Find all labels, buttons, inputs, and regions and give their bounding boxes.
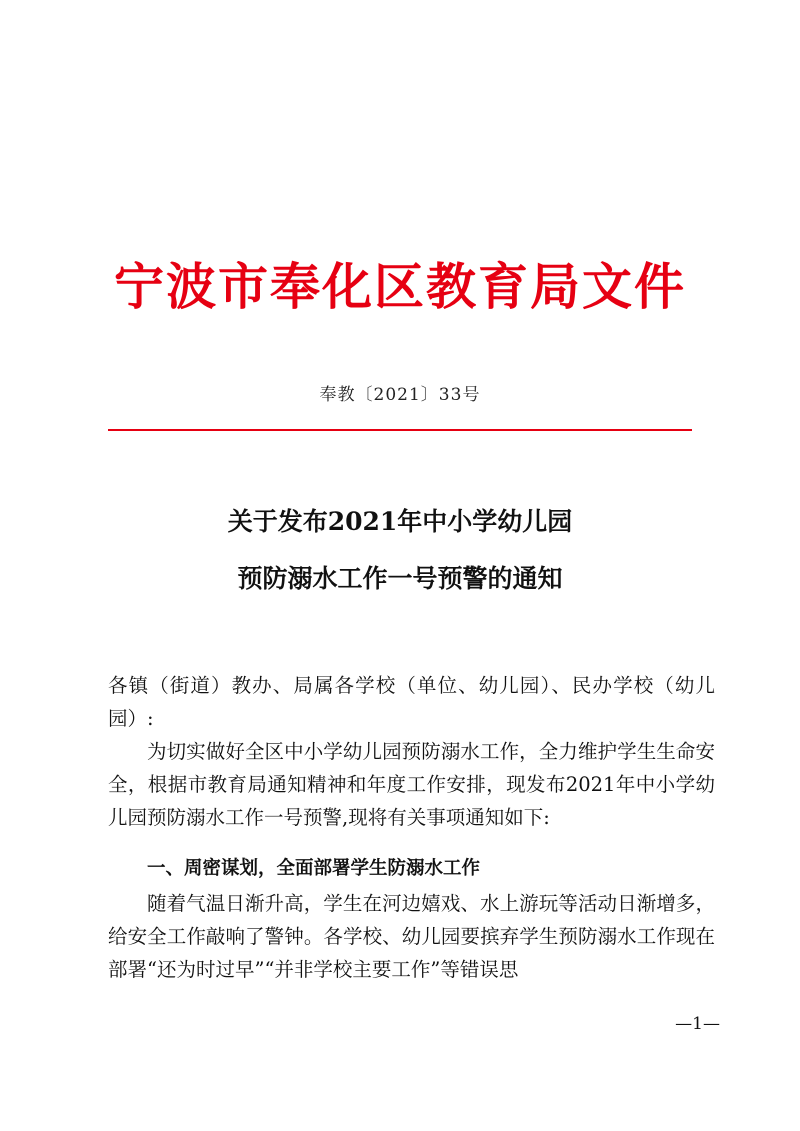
document-number: 奉教〔2021〕33号 — [319, 385, 481, 405]
notice-title-line-1: 关于发布2021年中小学幼儿园 — [227, 507, 573, 536]
page-number: —1— — [675, 1014, 720, 1034]
issuer-title: 宁波市奉化区教育局文件 — [114, 258, 686, 316]
paragraph-section-1: 随着气温日渐升高，学生在河边嬉戏、水上游玩等活动日渐增多，给安全工作敲响了警钟。各学校、幼儿园要摈弃学生预防溺水工作现在部署“还为时过早”“并非学校主要工作”等错误思 — [108, 892, 715, 981]
notice-title-line-2: 预防溺水工作一号预警的通知 — [237, 564, 563, 593]
paragraph-intro: 为切实做好全区中小学幼儿园预防溺水工作，全力维护学生生命安全，根据市教育局通知精神和年度工作安排，现发布2021年中小学幼儿园预防溺水工作一号预警,现将有关事项通知如下: — [108, 740, 715, 829]
addressee: 各镇（街道）教办、局属各学校（单位、幼儿园）、民办学校（幼儿园）: — [108, 674, 715, 730]
section-heading-1: 一、周密谋划，全面部署学生防溺水工作 — [147, 858, 481, 879]
red-divider-line — [108, 429, 692, 431]
